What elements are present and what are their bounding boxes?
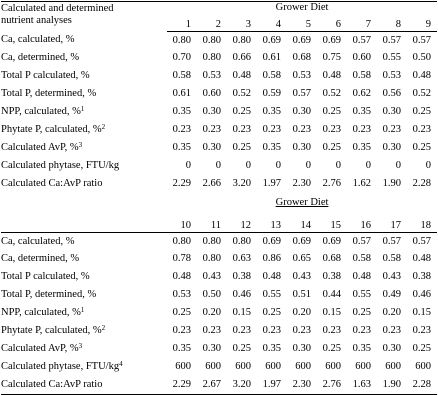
row-label-text: Calculated AvP, % [1,142,79,154]
row-label [1,269,167,287]
table-cell: 0.60 [202,88,221,100]
table-cell: 0.30 [202,142,221,154]
footnote-marker: 3 [78,342,83,351]
column-number: 1 [167,17,197,32]
table-cell: 0.30 [292,343,311,355]
table-cell: 0.25 [322,343,341,355]
table-cell: 0.53 [292,70,311,82]
blank-cell [1,216,167,233]
row-label-text: Calculated phytase, FTU/kg [1,361,120,373]
group2-title-text: Grower Diet [275,196,329,208]
table-cell: 0.25 [232,142,251,154]
row-label [1,68,167,86]
table-cell: 0.25 [322,142,341,154]
table-cell: 0.61 [262,52,281,64]
table-cell: 0.69 [322,34,341,46]
table-cell: 0.48 [232,70,251,82]
table-cell: 0.30 [382,106,401,118]
row-label-text: NPP, calculated, % [1,307,81,319]
table-cell: 0.65 [292,253,311,265]
row-label-text: Phytate P, calculated, % [1,325,102,337]
table-cell: 0.58 [352,70,371,82]
row-label-text: Total P calculated, % [1,70,90,82]
table-cell: 0.86 [262,253,281,265]
table-cell: 0.15 [322,307,341,319]
column-number: 6 [317,17,347,32]
group2-title [167,194,437,212]
table-cell: 0.23 [352,325,371,337]
table-cell: 2.67 [197,377,227,395]
table-cell: 0.35 [352,142,371,154]
table-cell: 0.53 [172,289,191,301]
row-label [1,86,167,104]
table-cell: 0.80 [232,235,251,247]
table-cell: 0.25 [322,106,341,118]
row-label-text: Calculated Ca:AvP ratio [1,178,103,190]
table-cell: 0.52 [232,88,251,100]
table-row [1,269,437,287]
row-label [1,377,167,395]
table-cell: 0.55 [382,52,401,64]
table-cell: 0.20 [382,307,401,319]
table-row [1,32,437,50]
table-cell: 600 [235,361,251,373]
table-cell: 0.15 [412,307,432,319]
table-cell: 0.57 [382,235,401,247]
table-cell: 2.76 [322,178,341,190]
footnote-marker: 3 [78,141,83,150]
table-cell: 0.25 [412,343,432,355]
table-row [1,86,437,104]
row-label-text: Calculated Ca:AvP ratio [1,379,103,390]
table-cell: 0.43 [202,271,221,283]
table-row [1,176,437,194]
table-cell: 1.62 [352,178,371,190]
table-cell: 0.68 [322,253,341,265]
table-cell: 0.62 [352,88,371,100]
table-cell: 0.57 [292,88,311,100]
row-label [1,233,167,251]
table-cell: 0.23 [202,124,221,136]
table-cell: 3.20 [227,377,257,395]
table-cell: 0.35 [172,142,191,154]
table-cell: 0.57 [412,34,432,46]
row-label [1,50,167,68]
table-row [1,158,437,176]
table-cell: 0 [425,160,432,172]
table-cell: 0.30 [292,142,311,154]
table-row [1,323,437,341]
table-cell: 0.70 [172,52,191,64]
table-cell: 0.23 [322,325,341,337]
blank-cell [1,194,167,212]
table-cell: 2.28 [407,377,437,395]
table-cell: 0.53 [202,70,221,82]
table-cell: 0.25 [172,307,191,319]
table-cell: 0.48 [322,70,341,82]
header-label [1,2,167,32]
table-cell: 0.23 [412,325,432,337]
nutrient-analysis-table [1,1,437,395]
table-cell: 0 [365,160,371,172]
footnote-marker: 2 [101,324,106,333]
table-cell: 600 [175,361,191,373]
table-cell: 0.44 [322,289,341,301]
table-cell: 0.25 [232,343,251,355]
table-cell: 0.30 [382,343,401,355]
table-cell: 0.30 [292,106,311,118]
column-number: 12 [227,216,257,233]
table-cell: 0.25 [412,142,432,154]
column-number: 10 [167,216,197,233]
table-cell: 0.46 [412,289,432,301]
table-cell: 600 [415,361,432,373]
table-cell: 0.23 [292,325,311,337]
table-cell: 0.52 [412,88,432,100]
table-cell: 0.80 [202,253,221,265]
header-label-line2: nutrient analyses [1,15,72,27]
table-cell: 0.69 [322,235,341,247]
table-cell: 0.23 [232,325,251,337]
table-cell: 0.43 [292,271,311,283]
table-row [1,251,437,269]
table-cell: 0.20 [292,307,311,319]
table-cell: 3.20 [232,178,251,190]
column-number: 11 [197,216,227,233]
table-cell: 0.23 [412,124,432,136]
table-cell: 0.23 [172,325,191,337]
table-cell: 0.57 [382,34,401,46]
table-cell: 0.35 [172,343,191,355]
column-number: 8 [377,17,407,32]
table-cell: 0.35 [352,343,371,355]
row-label-text: Total P, determined, % [1,88,97,100]
column-number: 3 [227,17,257,32]
table-cell: 0.30 [382,142,401,154]
row-label [1,323,167,341]
column-number: 9 [407,17,437,32]
table-row [1,233,437,251]
table-cell: 1.97 [262,178,281,190]
table-row [1,377,437,395]
table-row [1,122,437,140]
table-cell: 2.30 [292,178,311,190]
table-cell: 0.23 [352,124,371,136]
table-cell: 0.49 [382,289,401,301]
table-cell: 0.30 [202,343,221,355]
table-cell: 0.48 [412,253,432,265]
table-cell: 600 [355,361,371,373]
table-cell: 0.23 [262,124,281,136]
row-label-text: Calculated phytase, FTU/kg [1,160,120,172]
table-cell: 0.58 [382,253,401,265]
group2-title-row [1,194,437,212]
table-row [1,341,437,359]
table-cell: 0.38 [322,271,341,283]
table-cell: 0 [335,160,341,172]
table-cell: 0 [245,160,251,172]
table-cell: 2.28 [412,178,432,190]
table-cell: 0.50 [412,52,432,64]
table-cell: 0.38 [232,271,251,283]
table-cell: 0.58 [262,70,281,82]
row-label [1,140,167,158]
table-cell: 0 [395,160,401,172]
table-cell: 0.46 [232,289,251,301]
table-cell: 0.55 [262,289,281,301]
table-row [1,287,437,305]
table-cell: 0.23 [292,124,311,136]
table-cell: 0.53 [382,70,401,82]
table-cell: 0.25 [262,307,281,319]
table-cell: 0 [275,160,281,172]
table-cell: 0.23 [232,124,251,136]
table-cell: 0.52 [322,88,341,100]
table-cell: 600 [295,361,311,373]
table-cell: 600 [265,361,281,373]
table-cell: 0.55 [352,289,371,301]
table-cell: 1.90 [382,178,401,190]
table-cell: 0.23 [322,124,341,136]
table-cell: 0.48 [412,70,432,82]
table-cell: 0.80 [232,34,251,46]
table-row [1,50,437,68]
row-label-text: Total P, determined, % [1,289,97,301]
table-cell: 0.61 [172,88,191,100]
table-row [1,305,437,323]
table-cell: 0.25 [232,106,251,118]
group1-title: Grower Diet [167,2,437,17]
table-row [1,104,437,122]
column-number: 17 [377,216,407,233]
table-cell: 0.35 [262,106,281,118]
table-cell: 0.80 [172,235,191,247]
row-label [1,287,167,305]
table-cell: 0.50 [202,289,221,301]
row-label-text: Phytate P, calculated, % [1,124,102,136]
header-row-1 [1,2,437,17]
table-cell: 2.30 [287,377,317,395]
table-cell: 0.63 [232,253,251,265]
table-cell: 600 [385,361,401,373]
row-label [1,104,167,122]
column-number: 7 [347,17,377,32]
table-cell: 0.80 [202,34,221,46]
table-cell: 600 [205,361,221,373]
table-cell: 0.48 [352,271,371,283]
table-cell: 1.97 [257,377,287,395]
table-cell: 0.57 [412,235,432,247]
row-label [1,305,167,323]
row-label-text: Calculated AvP, % [1,343,79,355]
table-cell: 0.51 [292,289,311,301]
table-cell: 0 [185,160,191,172]
column-number: 15 [317,216,347,233]
table-cell: 0.75 [322,52,341,64]
table-cell: 0.60 [352,52,371,64]
table-cell: 0.80 [202,52,221,64]
column-number: 18 [407,216,437,233]
table-cell: 2.76 [317,377,347,395]
row-label [1,341,167,359]
column-number: 4 [257,17,287,32]
row-label-text: Ca, determined, % [1,253,80,265]
row-label [1,176,167,194]
column-number: 14 [287,216,317,233]
table-cell: 0.58 [352,253,371,265]
table-cell: 0.23 [172,124,191,136]
table-cell: 0.78 [172,253,191,265]
table-cell: 0.43 [382,271,401,283]
table-cell: 0.56 [382,88,401,100]
table-cell: 2.29 [172,178,191,190]
table-cell: 0.58 [172,70,191,82]
row-label-text: Ca, calculated, % [1,34,75,46]
table-cell: 0.35 [352,106,371,118]
table-cell: 0.15 [232,307,251,319]
table-cell: 0.30 [202,106,221,118]
table-cell: 0.23 [382,124,401,136]
table-cell: 0.25 [412,106,432,118]
column-number: 2 [197,17,227,32]
table-cell: 2.29 [167,377,197,395]
table-cell: 0.38 [412,271,432,283]
table-cell: 0.57 [352,235,371,247]
group2-column-numbers [1,216,437,233]
table-cell: 0 [305,160,311,172]
table-cell: 0.25 [352,307,371,319]
table-cell: 0.80 [202,235,221,247]
header-label-line1: Calculated and determined [1,3,114,14]
table-row [1,140,437,158]
row-label [1,122,167,140]
footnote-marker: 4 [119,360,123,369]
row-label [1,158,167,176]
row-label-text: Ca, determined, % [1,52,80,64]
table-cell: 1.63 [347,377,377,395]
footnote-marker: 1 [80,105,85,114]
table-cell: 0.23 [262,325,281,337]
table-cell: 0.69 [262,34,281,46]
column-number: 5 [287,17,317,32]
column-number: 13 [257,216,287,233]
table-cell: 0.68 [292,52,311,64]
table-cell: 0.57 [352,34,371,46]
table-cell: 0.59 [262,88,281,100]
table-cell: 0.69 [292,34,311,46]
row-label-text: NPP, calculated, % [1,106,81,118]
table-cell: 0.35 [262,343,281,355]
table-cell: 0.69 [262,235,281,247]
table-row [1,68,437,86]
table-cell: 0.80 [172,34,191,46]
table-cell: 0.23 [202,325,221,337]
table-cell: 0.35 [172,106,191,118]
table-cell: 0.35 [262,142,281,154]
row-label [1,251,167,269]
column-number: 16 [347,216,377,233]
table-cell: 2.66 [202,178,221,190]
table-cell: 0.23 [382,325,401,337]
table-cell: 0 [215,160,221,172]
table-cell: 600 [325,361,341,373]
row-label-text: Total P calculated, % [1,271,90,283]
table-cell: 0.48 [172,271,191,283]
row-label-text: Ca, calculated, % [1,235,75,247]
table-cell: 0.66 [232,52,251,64]
row-label [1,32,167,50]
table-cell: 0.20 [202,307,221,319]
table-cell: 0.69 [292,235,311,247]
table-cell: 1.90 [377,377,407,395]
table-cell: 0.48 [262,271,281,283]
footnote-marker: 2 [101,123,106,132]
footnote-marker: 1 [80,306,85,315]
